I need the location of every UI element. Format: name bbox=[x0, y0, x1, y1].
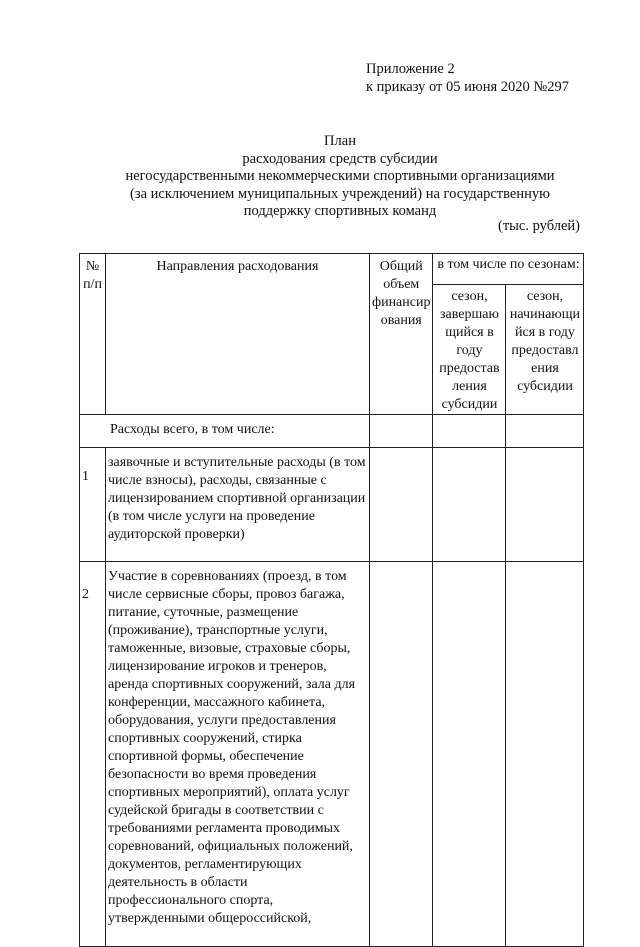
document-title bbox=[60, 133, 620, 221]
header-direction: Направления расходования bbox=[106, 254, 370, 415]
table-header-row bbox=[80, 254, 584, 285]
total-row-season-ending bbox=[433, 415, 506, 448]
row-season-starting bbox=[506, 448, 584, 562]
table-row bbox=[80, 562, 584, 947]
title-line2: расходования средств субсидии bbox=[242, 150, 438, 167]
table-row bbox=[80, 448, 584, 562]
header-total: Общий объем финансир ования bbox=[370, 254, 433, 415]
total-row-sum bbox=[370, 415, 433, 448]
row-number: 1 bbox=[80, 448, 106, 562]
row-text: заявочные и вступительные расходы (в том числе взносы), расходы, связанные с лицензированием спортивной организации (в том числе услуги на проведение аудиторской проверки) bbox=[106, 448, 370, 562]
title-line3: негосударственными некоммерческими спортивными организациями bbox=[125, 168, 555, 184]
appendix-line2: к приказу от 05 июня 2020 №297 bbox=[366, 79, 569, 95]
appendix-line1: Приложение 2 bbox=[366, 61, 455, 77]
appendix-block bbox=[366, 60, 569, 96]
table-row-total bbox=[80, 415, 584, 448]
units-label: (тыс. рублей) bbox=[498, 218, 580, 234]
expense-plan-table bbox=[79, 253, 584, 947]
row-season-starting bbox=[506, 562, 584, 947]
title-line4: (за исключением муниципальных учреждений) на государственную bbox=[130, 185, 550, 202]
header-num: № п/п bbox=[80, 254, 106, 415]
row-season-ending bbox=[433, 448, 506, 562]
title-line1: План bbox=[324, 133, 356, 149]
row-sum bbox=[370, 562, 433, 947]
total-row-label: Расходы всего, в том числе: bbox=[80, 415, 370, 448]
title-line5: поддержку спортивных команд bbox=[243, 203, 437, 219]
header-seasons: в том числе по сезонам: bbox=[433, 254, 584, 285]
row-season-ending bbox=[433, 562, 506, 947]
header-season-starting: сезон, начинающи йся в году предоставл ения субсидии bbox=[506, 285, 584, 415]
row-sum bbox=[370, 448, 433, 562]
header-season-ending: сезон, завершаю щийся в году предостав ления субсидии bbox=[433, 285, 506, 415]
row-text: Участие в соревнованиях (проезд, в том числе сервисные сборы, провоз багажа, питание, суточные, размещение (проживание), транспортные услуги, таможенные, визовые, страховые сборы, лицензирование игроков и тренеров, аренда спортивных сооружений, зала для конференции, массажного кабинета, оборудования, услуги предоставления спортивных сооружений, стирка спортивной формы, обеспечение безопасности во время проведения спортивных мероприятий), оплата услуг судейской бригады в соответствии с требованиями регламента проводимых соревнований, официальных положений, документов, регламентирующих деятельность в области профессионального спорта, утвержденными общероссийской, bbox=[106, 562, 370, 947]
row-number: 2 bbox=[80, 562, 106, 947]
total-row-season-starting bbox=[506, 415, 584, 448]
